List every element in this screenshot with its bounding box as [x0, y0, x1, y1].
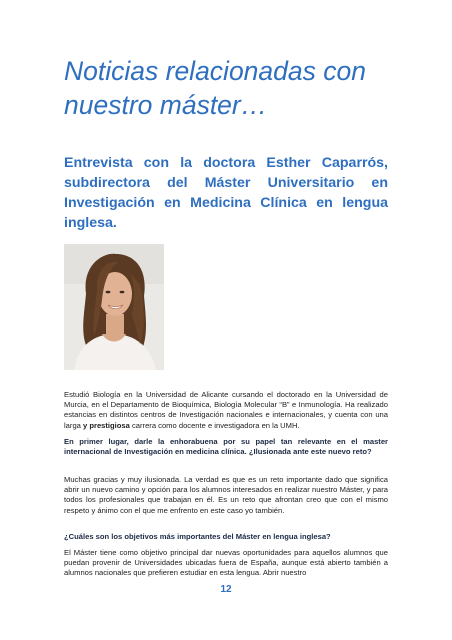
intro-text-start: Estudió Biología en la Universidad de Alicante cursando el doctorado en la Universidad de Murcia, en el Departamento de Bioquímica, Biología Molecular “B” e Inmunología. Ha realizado estancias en distintos centros de Investigación nacionales e internacionales, y cuenta con una larga: [64, 390, 388, 430]
intro-paragraph: [64, 390, 388, 431]
article-subtitle: Entrevista con la doctora Esther Caparrós, subdirectora del Máster Universitario en Investigación en Medicina Clínica en lengua inglesa.: [64, 155, 388, 231]
answer-2: El Máster tiene como objetivo principal dar nuevas oportunidades para aquellos alumnos que puedan provenir de Universidades ubicadas fuera de España, aunque está abierto también a alumnos nacionales que prefieren estudiar en esta lengua. Abrir nuestro: [64, 548, 388, 578]
question-1: En primer lugar, darle la enhorabuena por su papel tan relevante en el master internacional de Investigación en medicina clínica. ¿Ilusionada ante este nuevo reto?: [64, 437, 388, 457]
intro-text-end: carrera como docente e investigadora en la UMH.: [132, 420, 300, 430]
portrait-illustration: [64, 244, 164, 370]
page-heading: Noticias relacionadas con nuestro máster…: [64, 56, 366, 120]
question-2: ¿Cuáles son los objetivos más importantes del Máster en lengua inglesa?: [64, 532, 331, 541]
intro-bold-text: y prestigiosa: [83, 420, 130, 430]
portrait-photo: [64, 244, 164, 370]
answer-1: Muchas gracias y muy ilusionada. La verdad es que es un reto importante dado que significa abrir un nuevo camino y opción para los alumnos interesados en realizar nuestro Máster, y para todos los profesionales que trabajan en él. Es un reto que afrontan creo que con el mismo respeto y ánimo con el que me enfrento en este caso yo también.: [64, 475, 388, 515]
page-number: 12: [220, 584, 232, 595]
